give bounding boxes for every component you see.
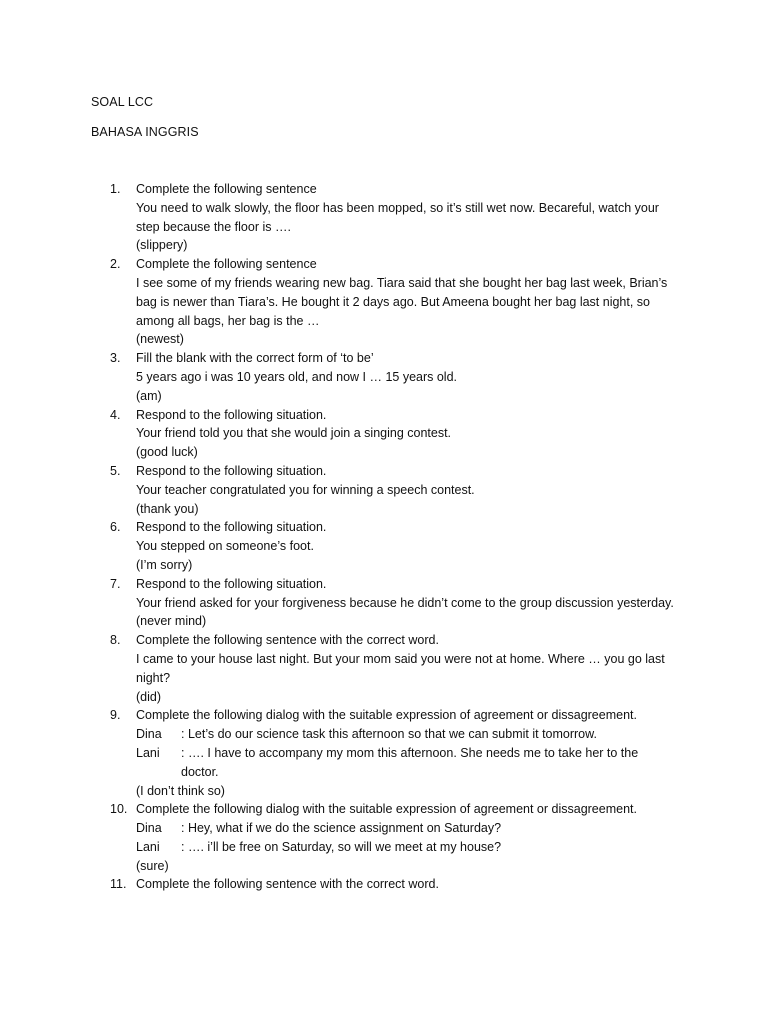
question-number: 4. [110,407,121,422]
dialog-speech: : Hey, what if we do the science assignment on Saturday? [181,821,502,836]
question-number: 3. [110,351,121,366]
question-item [0,406,768,462]
question-number: 9. [110,708,121,723]
dialog-speaker: Dina [136,821,162,836]
question-item [0,706,768,800]
question-answer: (thank you) [136,501,199,516]
question-text: You stepped on someone’s foot. [136,539,314,554]
question-item [0,631,768,706]
question-item [0,462,768,518]
question-list [0,180,768,894]
question-number: 6. [110,520,121,535]
question-instruction: Respond to the following situation. [136,407,327,422]
question-answer: (am) [136,388,162,403]
question-answer: (good luck) [136,445,198,460]
question-item [0,255,768,349]
question-text: Your friend told you that she would join a singing contest. [136,426,452,441]
question-instruction: Complete the following sentence [136,182,317,196]
question-number: 1. [110,182,121,196]
question-answer: (did) [136,689,162,704]
question-item [0,575,768,631]
dialog-speaker: Lani [136,839,160,854]
dialog-speech: : Let’s do our science task this afternoon so that we can submit it tomorrow. [181,727,597,742]
question-text: I see some of my friends wearing new bag. Tiara said that she bought her bag last week, Brian’s bag is newer than Tiara’s. He bought it 2 days ago. But Ameena bought her bag last night, so among all bags, her bag is the … [136,275,668,328]
dialog-speech: : …. i’ll be free on Saturday, so will we meet at my house? [181,839,502,854]
question-text: Your teacher congratulated you for winning a speech contest. [136,482,475,497]
question-number: 8. [110,633,121,648]
question-answer: (slippery) [136,238,188,253]
question-item [0,800,768,875]
question-instruction: Complete the following dialog with the suitable expression of agreement or dissagreement. [136,802,637,817]
question-instruction: Complete the following sentence with the correct word. [136,877,439,892]
dialog-speaker: Dina [136,727,162,742]
question-item [0,180,768,255]
dialog-line [136,838,676,857]
dialog-line [136,725,676,744]
question-answer: (never mind) [136,614,207,629]
question-instruction: Complete the following dialog with the suitable expression of agreement or dissagreement. [136,708,637,723]
dialog-line [136,819,676,838]
question-instruction: Complete the following sentence with the correct word. [136,633,439,648]
question-text: 5 years ago i was 10 years old, and now I … 15 years old. [136,369,458,384]
question-number: 10. [110,802,128,817]
question-instruction: Respond to the following situation. [136,576,327,591]
question-instruction: Respond to the following situation. [136,463,327,478]
question-instruction: Fill the blank with the correct form of ‘to be’ [136,351,374,366]
question-number: 11. [110,877,127,892]
question-text: I came to your house last night. But your mom said you were not at home. Where … you go last night? [136,651,665,685]
dialog-speech: : …. I have to accompany my mom this afternoon. She needs me to take her to the doctor. [181,745,639,779]
question-text: You need to walk slowly, the floor has been mopped, so it’s still wet now. Becareful, watch your step because the floor is …. [136,200,659,234]
question-number: 2. [110,257,121,272]
question-item [0,875,768,894]
question-item [0,349,768,405]
dialog-speaker: Lani [136,745,160,760]
question-answer: (I don’t think so) [136,783,225,798]
document-title: SOAL LCC [91,95,154,109]
question-instruction: Respond to the following situation. [136,520,327,535]
question-number: 5. [110,463,121,478]
question-answer: (sure) [136,858,169,873]
dialog-line [136,744,676,782]
question-text: Your friend asked for your forgiveness because he didn’t come to the group discussion yesterday. [136,595,674,610]
question-item [0,518,768,574]
question-answer: (I’m sorry) [136,557,193,572]
question-instruction: Complete the following sentence [136,257,317,272]
question-answer: (newest) [136,332,184,347]
document-subtitle: BAHASA INGGRIS [91,125,199,139]
question-number: 7. [110,576,121,591]
